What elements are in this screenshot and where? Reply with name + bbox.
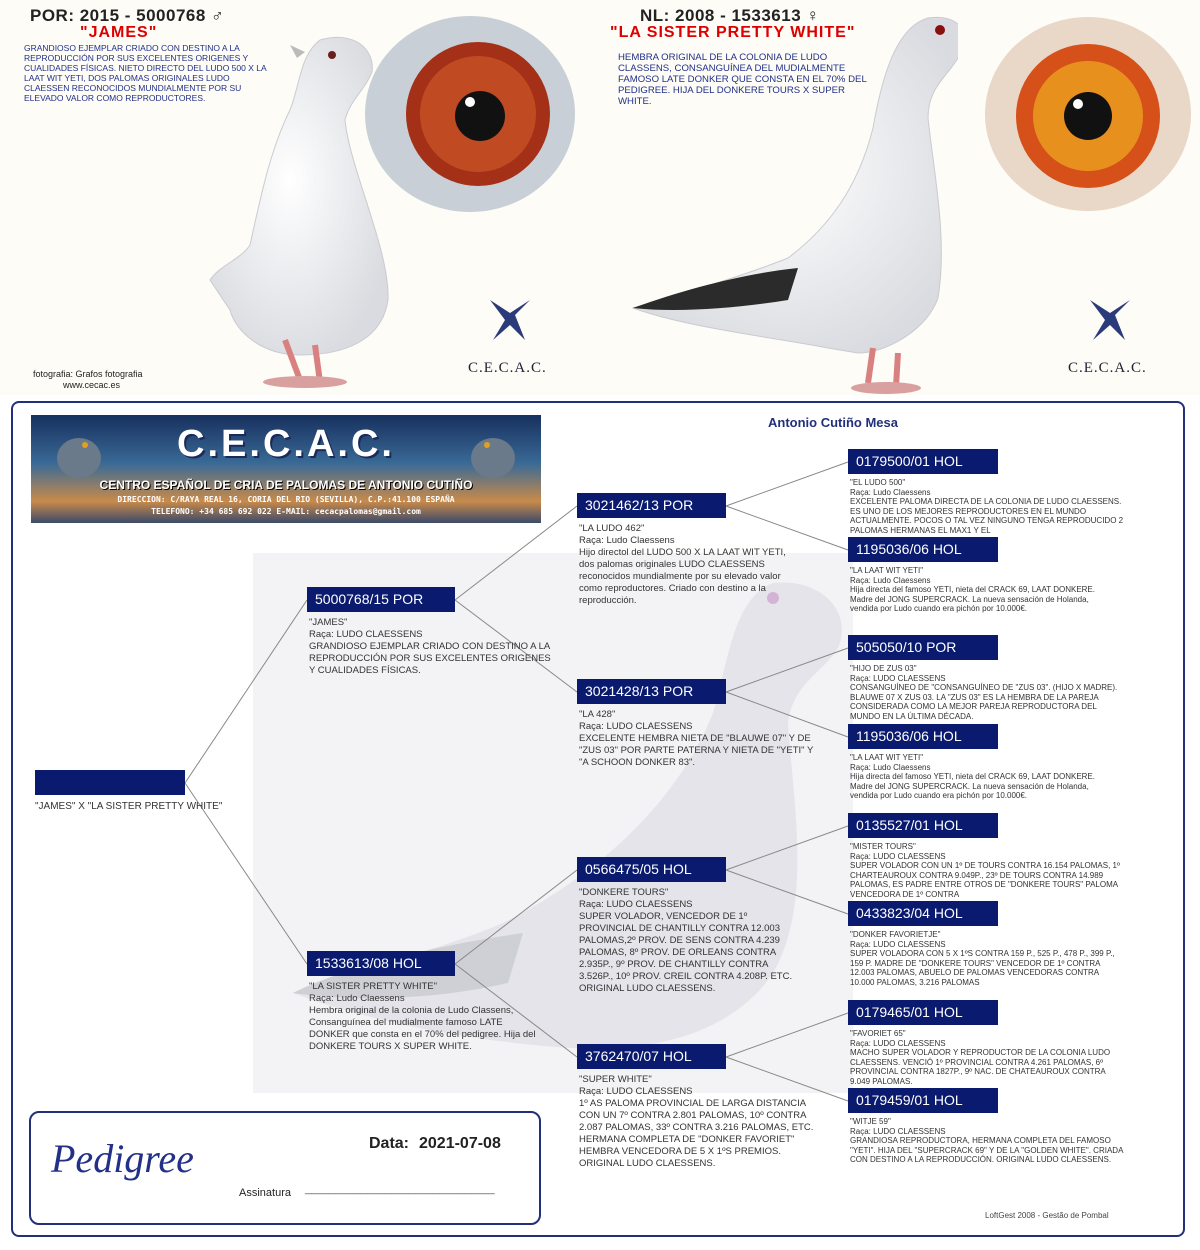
signature-label: Assinatura	[239, 1187, 291, 1199]
great-grandparent-4-box[interactable]: 1195036/06 HOL	[848, 724, 998, 749]
great-grandparent-5-details: "MISTER TOURS" Raça: LUDO CLAESSENS SUPER VOLADOR CON UN 1º DE TOURS CONTRA 16.154 PALOMAS, 1º CHARTEAUROUX CONTRA 9.049P., 23º DE TOURS CONTRA 14.989 PALOMAS, ES PADRE ENTRE OTROS DE "DONKERE TOURS" PALOMA VENCEDORA DE 1º CONTRA	[850, 842, 1120, 899]
software-credit: LoftGest 2008 - Gestão de Pombal	[985, 1211, 1109, 1220]
grandparent-2-details: "LA 428" Raça: LUDO CLAESSENS EXCELENTE HEMBRA NIETA DE "BLAUWE 07" Y DE "ZUS 03" POR PARTE PATERNA Y NIETA DE "YETI" Y "A SCHOON DONKER 83".	[579, 709, 814, 768]
banner-address: DIRECCION: C/RAYA REAL 16, CORIA DEL RIO (SEVILLA), C.P.:41.100 ESPAÑA	[117, 495, 455, 504]
cock-name: "JAMES"	[80, 24, 158, 41]
great-grandparent-8-box[interactable]: 0179459/01 HOL	[848, 1088, 998, 1113]
grandparent-4-details: "SUPER WHITE" Raça: LUDO CLAESSENS 1º AS PALOMA PROVINCIAL DE LARGA DISTANCIA CON UN 7º CONTRA 2.801 PALOMAS, 10º CONTRA 2.087 PALOMAS, 33º CONTRA 3.216 PALOMAS, ETC. HERMANA COMPLETA DE "DONKER FAVORIET" HEMBRA VENCEDORA DE 5 X 1ºS PREMIOS. ORIGINAL LUDO CLAESSENS.	[579, 1074, 814, 1169]
photo-credit: fotografia: Grafos fotografia	[33, 369, 143, 379]
photo-header	[0, 0, 1200, 395]
grandparent-2-box[interactable]: 3021428/13 POR	[577, 679, 726, 704]
great-grandparent-6-details: "DONKER FAVORIETJE" Raça: LUDO CLAESSENS SUPER VOLADORA CON 5 X 1ºS CONTRA 159 P., 525 P., 478 P., 399 P., 159 P. MADRE DE "DONKERE TOURS" VENCEDOR DE 1º CONTRA 12.003 PALOMAS, ABUELO DE PALOMAS VENCEDORAS CONTRA 10.000 PALOMAS, 3.216 PALOMAS	[850, 930, 1115, 987]
cecac-logo-text-left: C.E.C.A.C.	[468, 360, 547, 376]
website-link[interactable]: www.cecac.es	[63, 380, 121, 390]
great-grandparent-2-box[interactable]: 1195036/06 HOL	[848, 537, 998, 562]
signature-line[interactable]: _______________________________	[305, 1183, 495, 1195]
cock-eye-photo	[360, 12, 580, 217]
dam-details: "LA SISTER PRETTY WHITE" Raça: Ludo Claessens Hembra original de la colonia de Ludo Classens, Consanguínea del mudialmente famoso LATE DONKER que consta en el 70% del pedigree. Hija del DONKERE TOURS X SUPER WHITE.	[309, 981, 536, 1052]
pedigree-title: Pedigree	[51, 1136, 194, 1181]
banner-contact: TELEFONO: +34 685 692 022 E-MAIL: cecacpalomas@gmail.com	[151, 507, 421, 516]
great-grandparent-2-details: "LA LAAT WIT YETI" Raça: Ludo Claessens Hija directa del famoso YETI, nieta del CRACK 69, LAAT DONKERE. Madre del JONG SUPERCRACK. La nueva sensación de Holanda, vendida por Ludo cuando era pichón por 10.000€.	[850, 566, 1095, 614]
signature-panel	[29, 1111, 541, 1225]
banner-subtitle: CENTRO ESPAÑOL DE CRIA DE PALOMAS DE ANTONIO CUTIÑO	[99, 478, 473, 492]
great-grandparent-3-details: "HIJO DE ZUS 03" Raça: LUDO CLAESSENS CONSANGUÍNEO DE "CONSANGUÍNEO DE "ZUS 03". (HIJO X MADRE). BLAUWE 07 X ZUS 03. LA "ZUS 03" ES LA HEMBRA DE LA PAREJA CONSIDERADA COMO LA MEJOR PAREJA REPRODUCTORA DEL MUNDO EN LA ÚLTIMA DÉCADA.	[850, 664, 1118, 721]
great-grandparent-4-details: "LA LAAT WIT YETI" Raça: Ludo Claessens Hija directa del famoso YETI, nieta del CRACK 69, LAAT DONKERE. Madre del JONG SUPERCRACK. La nueva sensación de Holanda, vendida por Ludo cuando era pichón por 10.000€.	[850, 753, 1095, 801]
cock-description: GRANDIOSO EJEMPLAR CRIADO CON DESTINO A LA REPRODUCCIÓN POR SUS EXCELENTES ORIGENES Y CUALIDADES FÍSICAS. NIETO DIRECTO DEL LUDO 500 X LA LAAT WIT YETI, DOS PALOMAS ORIGINALES LUDO CLAESSEN RECONOCIDOS MUNDIALMENTE POR SU ELEVADO VALOR COMO REPRODUCTORES.	[24, 43, 267, 103]
grandparent-3-box[interactable]: 0566475/05 HOL	[577, 857, 726, 882]
grandparent-1-details: "LA LUDO 462" Raça: Ludo Claessens Hijo directol del LUDO 500 X LA LAAT WIT YETI, dos palomas originales LUDO CLAESSENS reconocidos mundialmente por su elevado valor como reproductores. Criado con destino a la reproducción.	[579, 523, 786, 606]
hen-ring-title: NL: 2008 - 1533613 ♀	[640, 6, 820, 25]
subject-caption: "JAMES" X "LA SISTER PRETTY WHITE"	[35, 801, 223, 812]
great-grandparent-1-details: "EL LUDO 500" Raça: Ludo Claessens EXCELENTE PALOMA DIRECTA DE LA COLONIA DE LUDO CLAESSENS. ES UNO DE LOS MEJORES REPRODUCTORES EN EL MUNDO ACTUALMENTE. POCOS O TAL VEZ NINGUNO TENGA REPRODUCIDO 2 PALOMAS HERMANAS EL MAX1 Y EL	[850, 478, 1124, 534]
hen-name: "LA SISTER PRETTY WHITE"	[610, 24, 856, 41]
great-grandparent-1-box[interactable]: 0179500/01 HOL	[848, 449, 998, 474]
grandparent-1-box[interactable]: 3021462/13 POR	[577, 493, 726, 518]
great-grandparent-6-box[interactable]: 0433823/04 HOL	[848, 901, 998, 926]
cecac-logo-icon	[485, 295, 535, 345]
grandparent-3-details: "DONKERE TOURS" Raça: LUDO CLAESSENS SUPER VOLADOR, VENCEDOR DE 1º PROVINCIAL DE CHANTILLY CONTRA 12.003 PALOMAS,2º PROV. DE SENS CONTRA 4.239 PALOMAS, 8º PROV. DE ORLEANS CONTRA 2.935P., 9º PROV. DE CHANTILLY CONTRA 3.526P., 10º PROV. CREIL CONTRA 4.208P. ETC. ORIGINAL LUDO CLAESSENS.	[579, 887, 793, 994]
grandparent-4-box[interactable]: 3762470/07 HOL	[577, 1044, 726, 1069]
owner-name: Antonio Cutiño Mesa	[768, 415, 898, 430]
great-grandparent-8-details: "WITJE 59" Raça: LUDO CLAESSENS GRANDIOSA REPRODUCTORA, HERMANA COMPLETA DEL FAMOSO "YETI". HIJA DEL "SUPERCRACK 69" Y DE LA "GOLDEN WHITE". CRIADA CON DESTINO A LA REPRODUCCIÓN. ORIGINAL LUDO CLAESSENS.	[850, 1117, 1123, 1165]
cecac-logo-text-right: C.E.C.A.C.	[1068, 360, 1147, 376]
pedigree-sheet	[11, 401, 1185, 1237]
hen-description: HEMBRA ORIGINAL DE LA COLONIA DE LUDO CLASSENS, CONSANGUÍNEA DEL MUDIALMENTE FAMOSO LATE DONKER QUE CONSTA EN EL 70% DEL PEDIGREE. HIJA DEL DONKERE TOURS X SUPER WHITE.	[618, 52, 867, 107]
sire-details: "JAMES" Raça: LUDO CLAESSENS GRANDIOSO EJEMPLAR CRIADO CON DESTINO A LA REPRODUCCIÓN POR SUS EXCELENTES ORIGENES Y CUALIDADES FÍSICAS.	[309, 617, 551, 676]
banner-title: C.E.C.A.C.	[177, 423, 395, 465]
subject-box[interactable]	[35, 770, 185, 795]
date-label: Data:	[369, 1135, 410, 1152]
great-grandparent-5-box[interactable]: 0135527/01 HOL	[848, 813, 998, 838]
cock-ring-title: POR: 2015 - 5000768 ♂	[30, 6, 225, 25]
sire-ring-box[interactable]: 5000768/15 POR	[307, 587, 455, 612]
date-value: 2021-07-08	[419, 1135, 501, 1152]
great-grandparent-7-box[interactable]: 0179465/01 HOL	[848, 1000, 998, 1025]
white-hen-photo	[628, 8, 958, 395]
hen-eye-photo	[980, 12, 1195, 217]
dam-ring-box[interactable]: 1533613/08 HOL	[307, 951, 455, 976]
great-grandparent-3-box[interactable]: 505050/10 POR	[848, 635, 998, 660]
cecac-logo-icon-right	[1085, 295, 1135, 345]
great-grandparent-7-details: "FAVORIET 65" Raça: LUDO CLAESSENS MACHO SUPER VOLADOR Y REPRODUCTOR DE LA COLONIA LUDO CLAESSENS. VENCIÓ 1º PROVINCIAL CONTRA 4.261 PALOMAS, 6º PROVINCIAL CONTRA 1827P., 9º NAC. DE CHATEAUROUX CONTRA 9.049 PALOMAS.	[850, 1029, 1111, 1086]
